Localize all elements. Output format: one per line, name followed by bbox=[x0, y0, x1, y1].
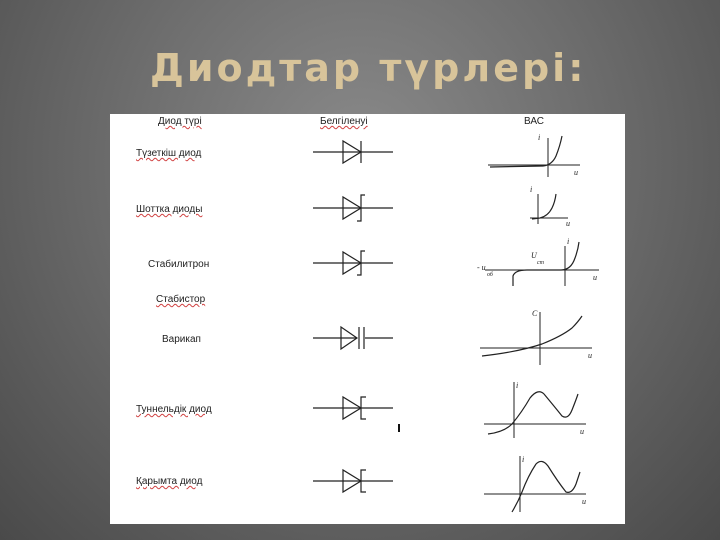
zener-graph-i-label: i bbox=[567, 237, 570, 246]
diode-types-table bbox=[110, 114, 625, 524]
cursor-mark bbox=[398, 424, 400, 432]
row-label-backward bbox=[136, 476, 202, 487]
row-label-rectifier-text: Түзеткіш диод bbox=[136, 148, 202, 159]
row-label-tunnel bbox=[136, 404, 212, 415]
tunnel-iv-graph bbox=[482, 380, 592, 440]
varicap-graph-u-label: и bbox=[588, 351, 592, 360]
backward-graph-u-label: и bbox=[582, 497, 586, 506]
schottky-iv-graph bbox=[522, 184, 582, 229]
rectifier-graph-u-label: и bbox=[574, 168, 578, 177]
row-label-varicap: Варикап bbox=[162, 334, 201, 345]
backward-graph-i-label: i bbox=[522, 455, 525, 464]
zener-diode-symbol bbox=[313, 248, 393, 278]
row-label-rectifier bbox=[136, 148, 201, 159]
row-label-backward-text: Қарымта диод bbox=[136, 476, 203, 487]
varicap-cv-graph bbox=[478, 310, 596, 370]
varicap-symbol bbox=[313, 323, 393, 353]
row-label-stabistor-text: Стабистор bbox=[156, 294, 206, 305]
zener-graph-ob-subscript: об bbox=[487, 272, 493, 278]
slide-title: Диодтар түрлері: bbox=[150, 46, 587, 90]
zener-graph-neg-u-label: - и bbox=[477, 263, 486, 272]
row-label-stabistor bbox=[156, 294, 205, 305]
zener-iv-graph bbox=[475, 236, 603, 288]
tunnel-graph-u-label: и bbox=[580, 427, 584, 436]
row-label-tunnel-text: Туннельдік диод bbox=[136, 404, 212, 415]
rectifier-diode-symbol bbox=[313, 137, 393, 167]
row-label-schottky bbox=[136, 204, 202, 215]
backward-diode-symbol bbox=[313, 466, 393, 496]
zener-graph-ust-label: U bbox=[531, 251, 537, 260]
schottky-graph-i-label: i bbox=[530, 185, 533, 194]
schottky-graph-u-label: и bbox=[566, 219, 570, 228]
row-label-schottky-text: Шоттка диоды bbox=[136, 204, 203, 215]
zener-graph-u-label: и bbox=[593, 273, 597, 282]
rectifier-graph-i-label: i bbox=[538, 133, 541, 142]
header-diode-type: Диод түрі bbox=[158, 116, 202, 127]
header-symbol: Белгіленуі bbox=[320, 116, 368, 127]
rectifier-iv-graph bbox=[488, 132, 583, 177]
header-iv-curve: ВАС bbox=[524, 116, 545, 127]
tunnel-diode-symbol bbox=[313, 393, 393, 423]
row-label-zener: Стабилитрон bbox=[148, 259, 210, 270]
schottky-diode-symbol bbox=[313, 193, 393, 223]
varicap-graph-c-label: C bbox=[532, 309, 538, 318]
backward-iv-graph bbox=[482, 452, 594, 514]
zener-graph-st-subscript: ст bbox=[537, 260, 544, 266]
tunnel-graph-i-label: i bbox=[516, 381, 519, 390]
